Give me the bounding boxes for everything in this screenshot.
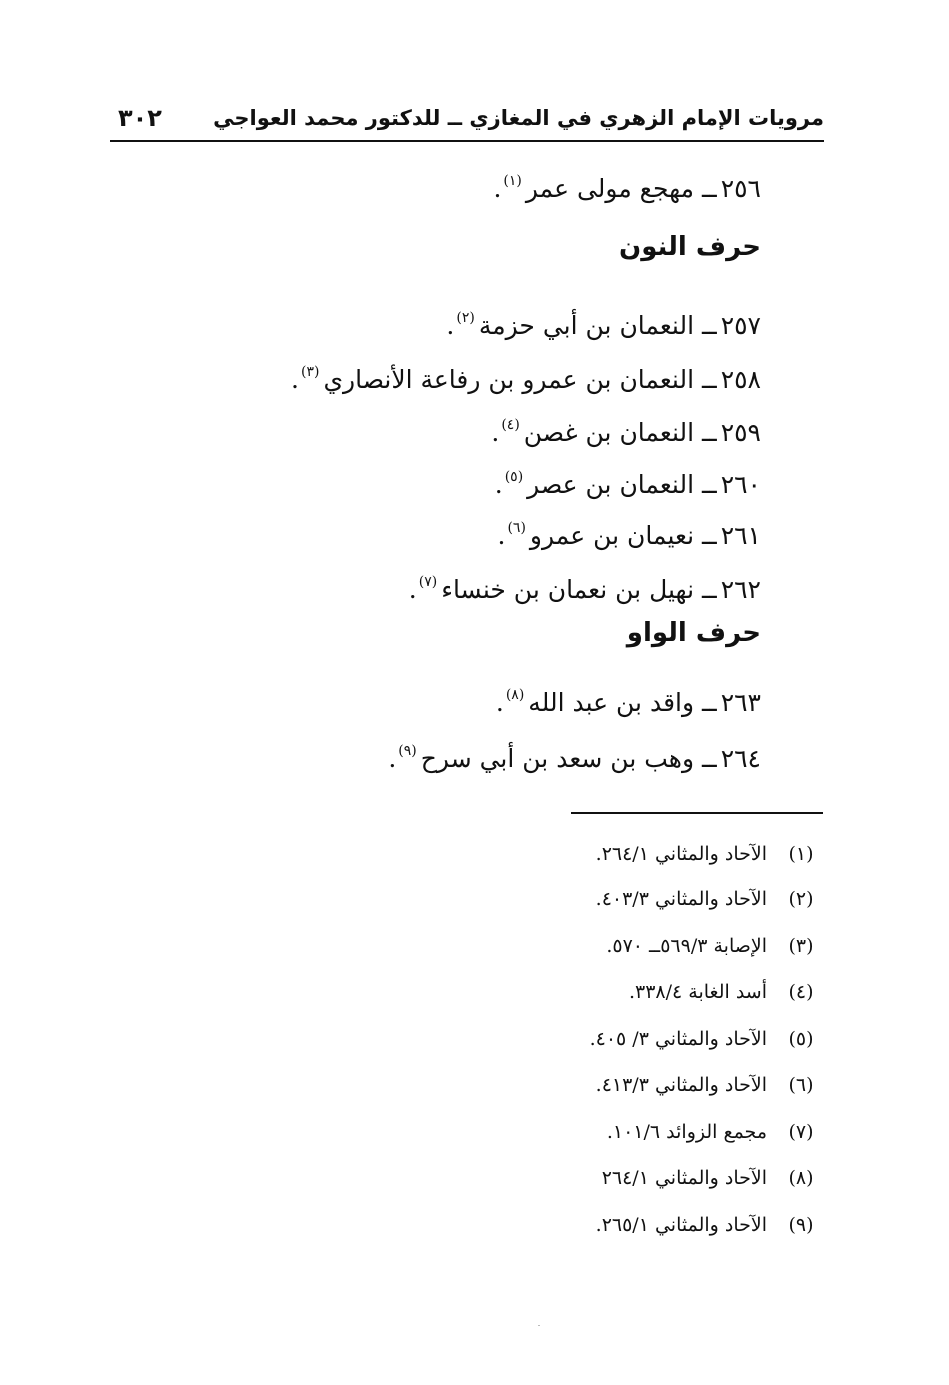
entry-257 xyxy=(446,301,761,343)
footnote-ref: (٦) xyxy=(507,520,526,536)
entry-261 xyxy=(498,511,762,553)
entry-period: . xyxy=(493,174,502,203)
entry-period: . xyxy=(446,311,455,340)
entry-period: . xyxy=(497,521,506,550)
footnote-ref: (١) xyxy=(503,173,522,189)
footnote-text: مجمع الزوائد ١٠١/٦. xyxy=(606,1121,767,1143)
entry-period: . xyxy=(491,418,500,447)
entry-period: . xyxy=(495,688,504,717)
entry-dash: ــ xyxy=(702,174,717,203)
entry-260 xyxy=(495,460,761,502)
footnote-ref: (٥) xyxy=(504,469,524,485)
entry-dash: ــ xyxy=(702,311,717,340)
entry-period: . xyxy=(408,575,417,604)
footnote-text: الآحاد والمثاني ٢٦٥/١. xyxy=(595,1214,767,1236)
footnote-text: الآحاد والمثاني ٢٦٤/١. xyxy=(595,843,767,865)
header-title: مرويات الإمام الزهري في المغازي ــ للدكتور محمد العواجي xyxy=(213,106,824,130)
footnote-ref: (٨) xyxy=(505,687,525,703)
entry-name: النعمان بن عصر xyxy=(527,470,695,499)
footnote-5 xyxy=(590,1025,823,1053)
footnote-mark: (٢) xyxy=(788,888,814,910)
footnote-mark: (٧) xyxy=(788,1121,814,1143)
entry-263 xyxy=(496,678,761,720)
footnote-6 xyxy=(596,1071,823,1099)
footnote-text: الآحاد والمثاني ٢٦٤/١ xyxy=(601,1167,767,1189)
scan-speck xyxy=(538,1325,540,1326)
entry-number: ٢٦٢ xyxy=(720,575,761,604)
footnote-ref: (٣) xyxy=(300,364,320,380)
footnote-7 xyxy=(607,1118,823,1146)
entry-name: نهيل بن نعمان بن خنساء xyxy=(441,575,695,604)
entry-period: . xyxy=(291,365,299,394)
entry-dash: ــ xyxy=(702,365,717,394)
footnote-ref: (٩) xyxy=(398,743,417,759)
entry-262 xyxy=(409,565,761,607)
footnote-separator xyxy=(571,812,823,814)
footnote-ref: (٢) xyxy=(456,310,475,326)
entry-dash: ــ xyxy=(702,470,717,499)
footnote-text: الآحاد والمثاني ٣/ ٤٠٥. xyxy=(589,1028,767,1050)
entry-number: ٢٦٠ xyxy=(720,470,761,499)
footnote-9 xyxy=(596,1211,823,1239)
footnote-mark: (٣) xyxy=(788,935,814,957)
footnote-mark: (٤) xyxy=(788,981,814,1003)
footnote-ref: (٧) xyxy=(418,574,438,590)
running-header xyxy=(110,104,824,142)
footnote-mark: (٩) xyxy=(788,1214,814,1236)
entry-name: النعمان بن أبي حزمة xyxy=(478,311,695,340)
footnote-4 xyxy=(629,978,823,1006)
entry-number: ٢٥٨ xyxy=(720,365,761,394)
entry-period: . xyxy=(494,470,503,499)
entry-258 xyxy=(291,355,761,397)
entry-256 xyxy=(493,164,761,206)
entry-dash: ــ xyxy=(702,575,717,604)
footnote-mark: (٦) xyxy=(788,1074,814,1096)
section-heading-nun: حرف النون xyxy=(619,232,761,262)
footnote-text: الإصابة ٥٦٩/٣ــ ٥٧٠. xyxy=(606,935,767,957)
footnote-mark: (٥) xyxy=(788,1028,814,1050)
entry-number: ٢٥٧ xyxy=(720,311,761,340)
footnote-ref: (٤) xyxy=(501,417,520,433)
entry-name: النعمان بن غصن xyxy=(523,418,695,447)
entry-264 xyxy=(388,734,761,776)
page-number: ٣٠٢ xyxy=(118,104,162,132)
entry-number: ٢٥٦ xyxy=(720,174,761,203)
footnote-text: الآحاد والمثاني ٤٠٣/٣. xyxy=(595,888,767,910)
entry-number: ٢٥٩ xyxy=(720,418,761,447)
entry-number: ٢٦٤ xyxy=(720,744,761,773)
entry-name: وهب بن سعد بن أبي سرح xyxy=(420,744,695,773)
entry-number: ٢٦١ xyxy=(720,521,761,550)
entry-259 xyxy=(491,408,761,450)
entry-name: نعيمان بن عمرو xyxy=(529,521,695,550)
entry-dash: ــ xyxy=(702,418,717,447)
entry-dash: ــ xyxy=(702,521,717,550)
entry-dash: ــ xyxy=(702,744,717,773)
section-heading-waw: حرف الواو xyxy=(626,618,761,648)
entry-name: واقد بن عبد الله xyxy=(528,688,695,717)
entry-name: النعمان بن عمرو بن رفاعة الأنصاري xyxy=(323,365,695,394)
entry-period: . xyxy=(388,744,397,773)
entry-name: مهجع مولى عمر xyxy=(525,174,695,203)
footnote-3 xyxy=(606,932,823,960)
footnote-text: الآحاد والمثاني ٤١٣/٣. xyxy=(595,1074,767,1096)
footnote-1 xyxy=(596,840,823,868)
entry-dash: ــ xyxy=(702,688,717,717)
footnote-mark: (١) xyxy=(788,843,814,865)
footnote-mark: (٨) xyxy=(788,1167,814,1189)
footnote-8 xyxy=(602,1164,823,1192)
footnote-2 xyxy=(596,885,823,913)
footnote-text: أسد الغابة ٣٣٨/٤. xyxy=(628,981,767,1003)
entry-number: ٢٦٣ xyxy=(720,688,761,717)
